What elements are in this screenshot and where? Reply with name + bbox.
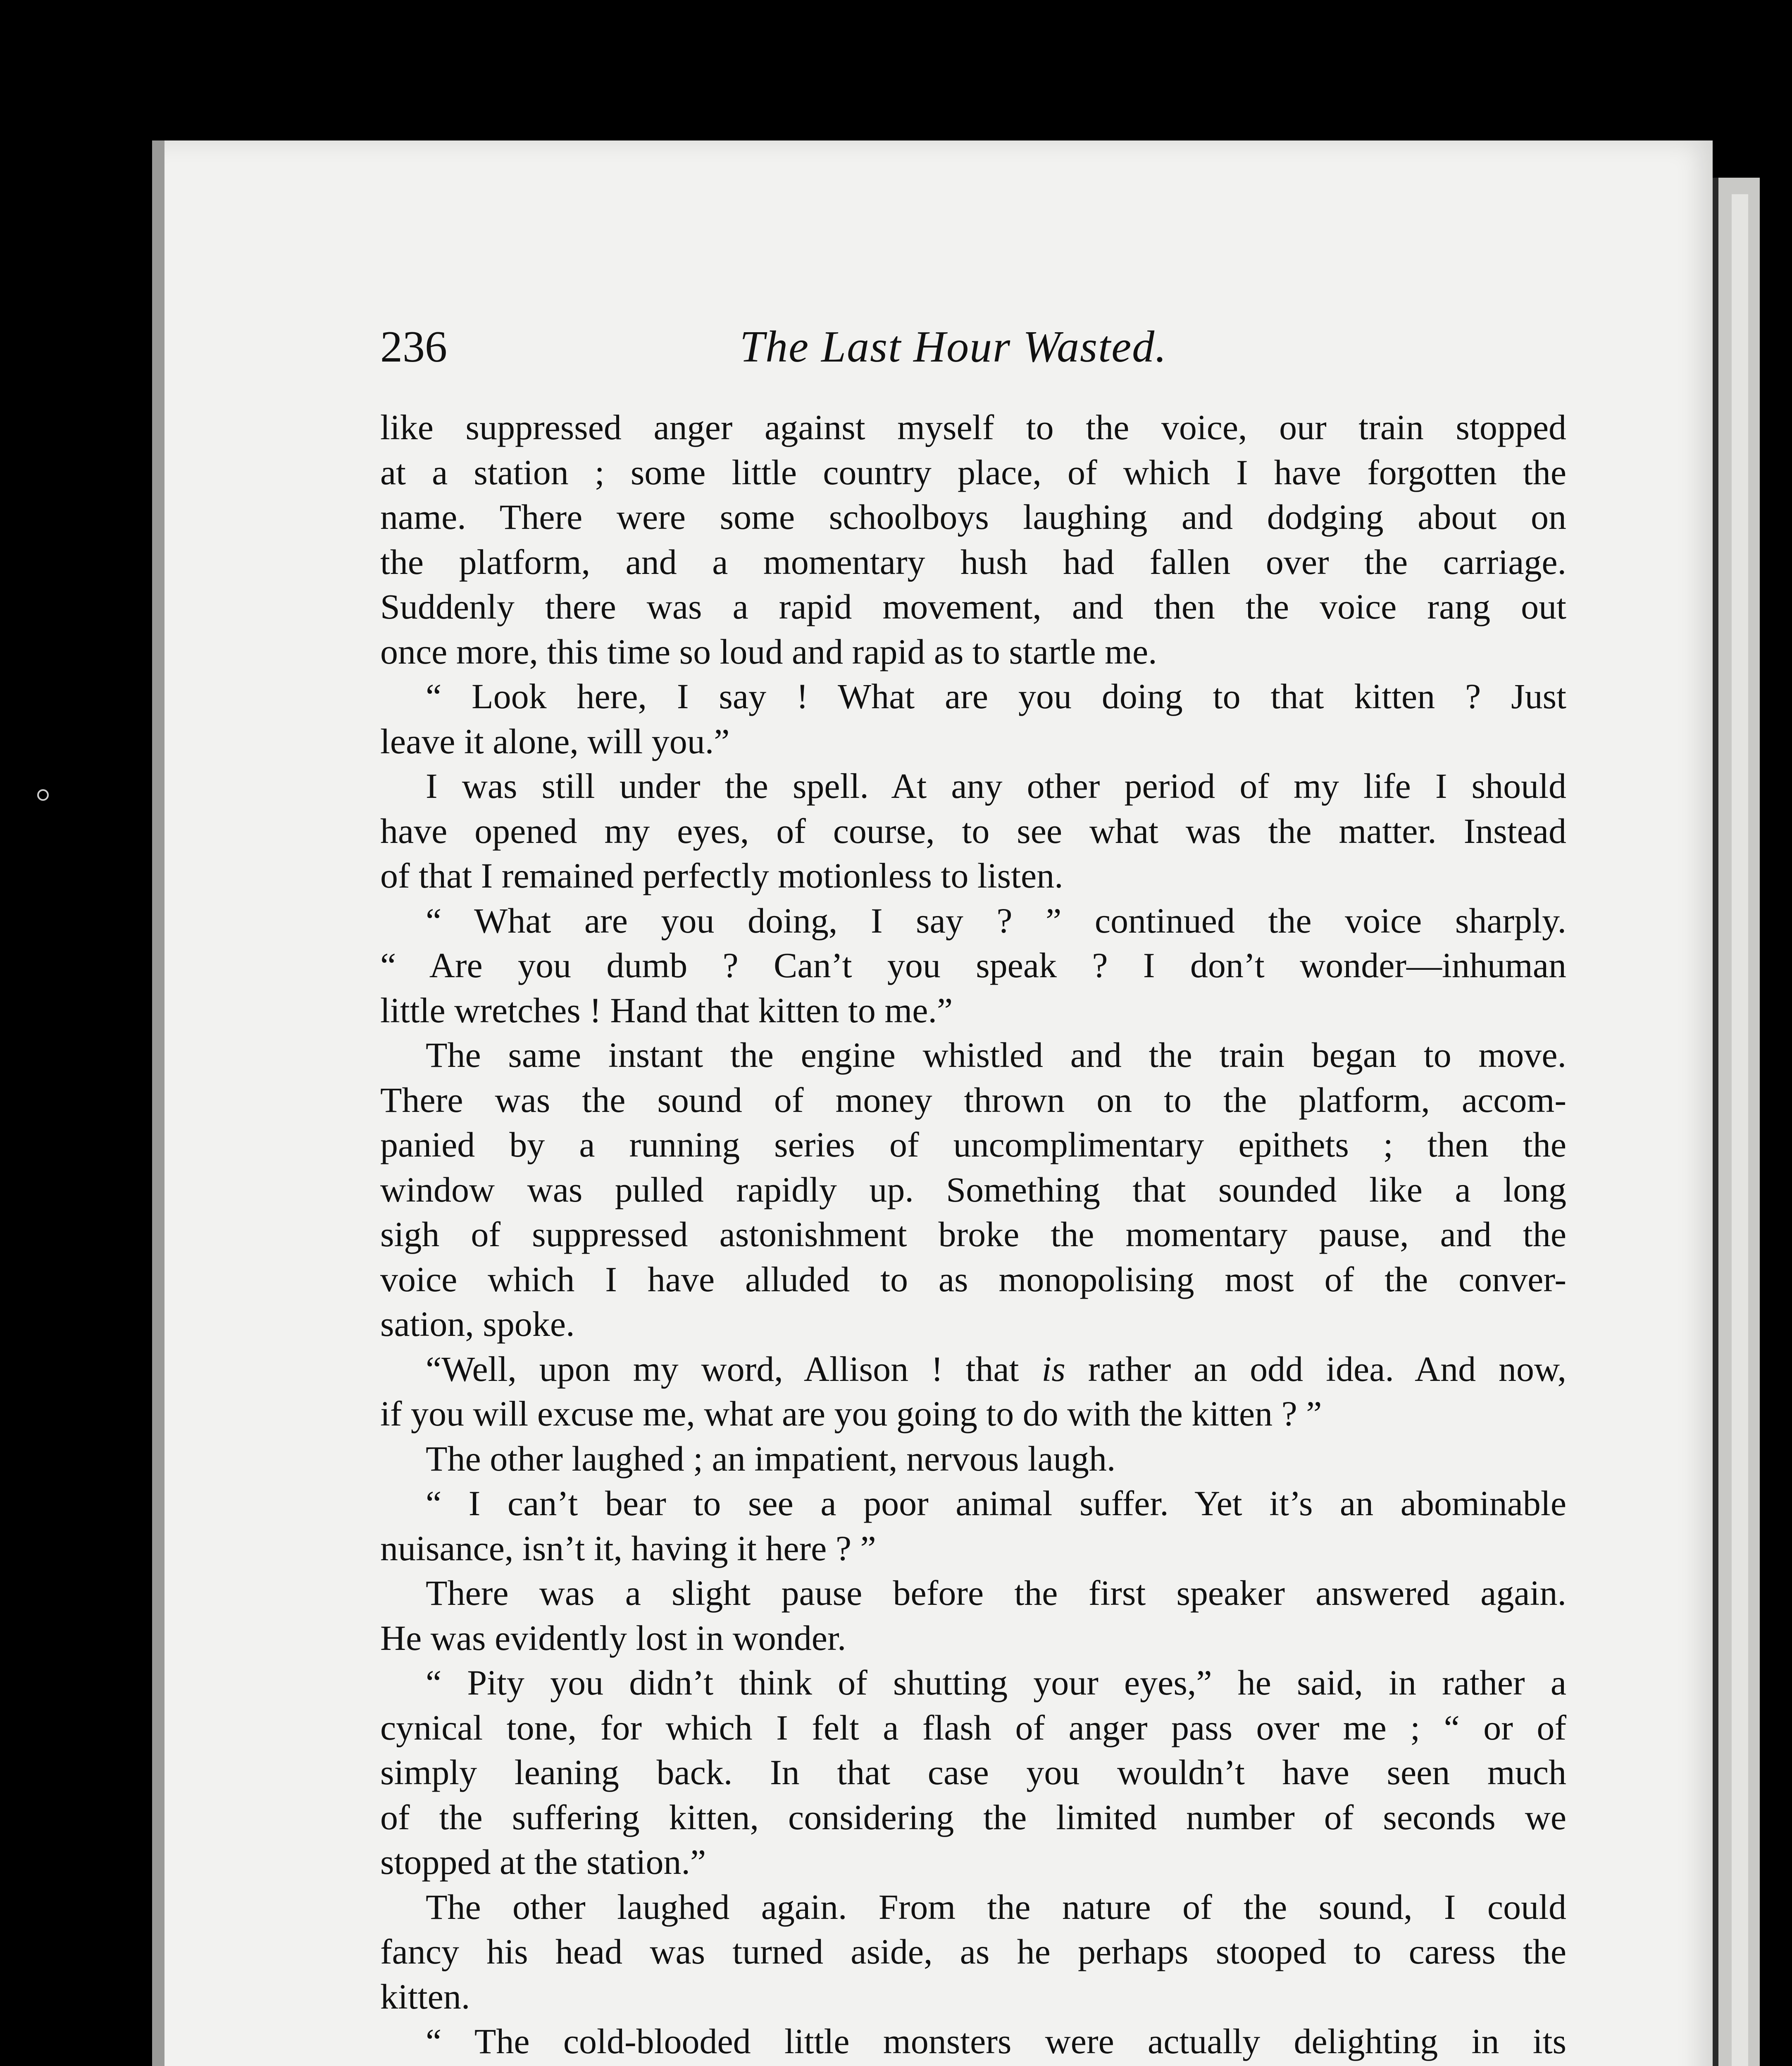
page-gutter-shadow [152,140,164,2066]
text-line: The other laughed again. From the nature of the sound, I could [426,1887,1566,1927]
text-line: panied by a running series of uncomplimentary epithets ; then the [380,1125,1566,1164]
text-line: kitten. [380,1976,470,2016]
text-line: The other laughed ; an impatient, nervous laugh. [426,1438,1116,1478]
text-line: like suppressed anger against myself to the voice, our train stopped [380,407,1566,447]
text-line: There was a slight pause before the first speaker answered again. [426,1573,1566,1613]
text-line: stopped at the station.” [380,1842,706,1882]
text-line: “ Look here, I say ! What are you doing to that kitten ? Just [426,676,1566,716]
text-line: sigh of suppressed astonishment broke the momentary pause, and the [380,1214,1566,1254]
text-line: of that I remained perfectly motionless to listen. [380,856,1063,895]
text-line: fancy his head was turned aside, as he perhaps stooped to caress the [380,1932,1566,1971]
running-title: The Last Hour Wasted. [740,322,1168,371]
text-line: window was pulled rapidly up. Something that sounded like a long [380,1169,1566,1209]
page-number: 236 [380,322,447,371]
text-line: He was evidently lost in wonder. [380,1618,846,1658]
text-line: “ What are you doing, I say ? ” continued the voice sharply. [426,900,1566,940]
text-line: “Well, upon my word, Allison ! that is rather an odd idea. And now, [426,1349,1566,1389]
text-line: of the suffering kitten, considering the limited number of seconds we [380,1797,1566,1837]
page-header [380,318,1570,376]
text-line: “ Pity you didn’t think of shutting your eyes,” he said, in rather a [426,1663,1566,1702]
text-line: if you will excuse me, what are you going to do with the kitten ? ” [380,1394,1322,1433]
text-line [380,2064,1566,2066]
text-line: sation, spoke. [380,1304,575,1344]
text-line: voice which I have alluded to as monopolising most of the conver- [380,1259,1566,1299]
text-line: “ The cold-blooded little monsters were actually delighting in its [426,2021,1566,2061]
text-line: simply leaning back. In that case you wouldn’t have seen much [380,1752,1566,1792]
text-line: I was still under the spell. At any other period of my life I should [426,766,1566,806]
text-line: The same instant the engine whistled and the train began to move. [426,1035,1566,1075]
text-line: once more, this time so loud and rapid as to startle me. [380,631,1157,671]
text-line: at a station ; some little country place, of which I have forgotten the [380,452,1566,492]
text-line: Suddenly there was a rapid movement, and then the voice rang out [380,587,1566,626]
text-line: the platform, and a momentary hush had fallen over the carriage. [380,542,1566,582]
text-line: nuisance, isn’t it, having it here ? ” [380,1528,876,1568]
text-line: “ I can’t bear to see a poor animal suffer. Yet it’s an abominable [426,1483,1566,1523]
margin-speck [37,789,49,801]
text-line: leave it alone, will you.” [380,721,730,761]
text-line: There was the sound of money thrown on to the platform, accom- [380,1080,1566,1120]
text-line: cynical tone, for which I felt a flash of anger pass over me ; “ or of [380,1707,1566,1747]
text-line: name. There were some schoolboys laughing and dodging about on [380,497,1566,537]
text-line: have opened my eyes, of course, to see what was the matter. Instead [380,811,1566,851]
text-line: “ Are you dumb ? Can’t you speak ? I don’t wonder—inhuman [380,945,1566,985]
body-text [380,405,1566,2066]
page-edge-highlight [1732,194,1748,2066]
text-line: little wretches ! Hand that kitten to me.” [380,990,953,1030]
